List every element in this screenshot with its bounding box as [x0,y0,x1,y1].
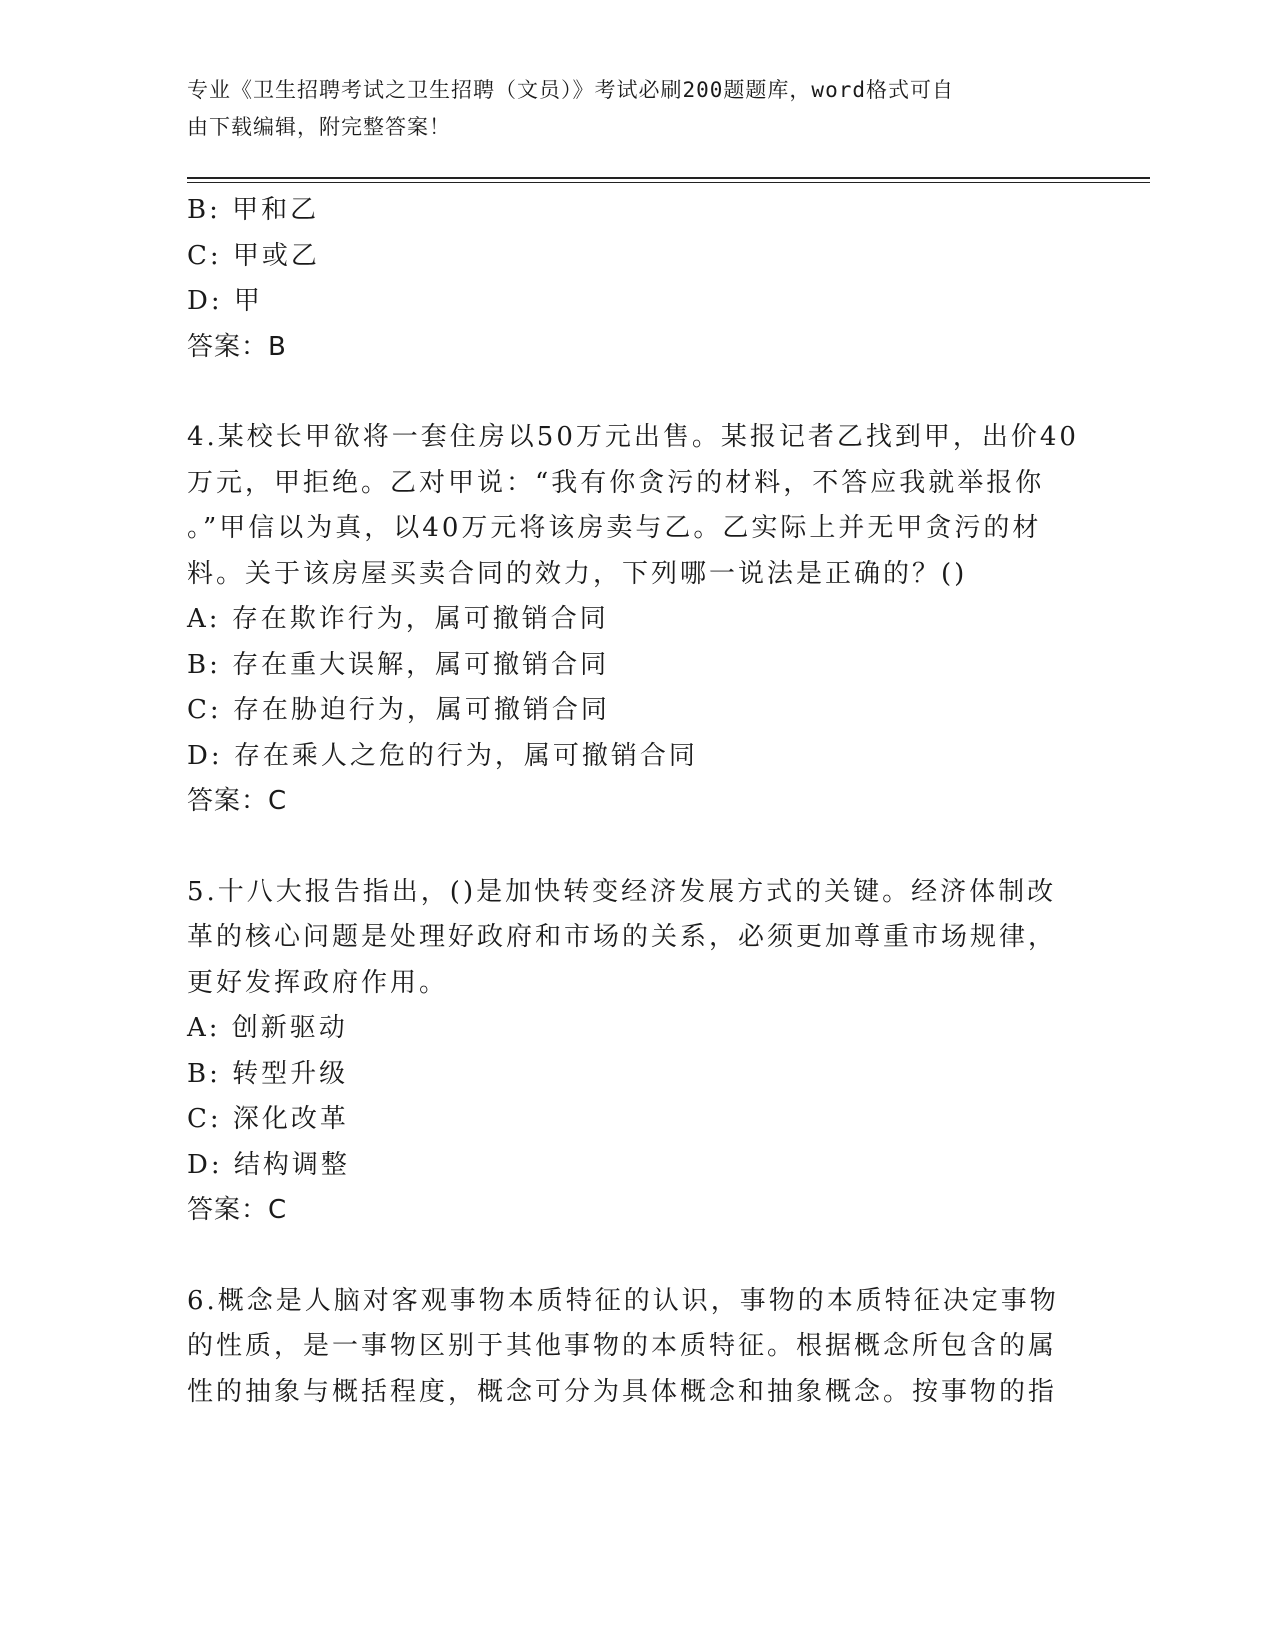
option-d: D: 甲 [187,286,263,316]
document-header [187,72,1067,146]
question-text-line: 6.概念是人脑对客观事物本质特征的认识，事物的本质特征决定事物 [187,1285,1059,1316]
option-d: D: 结构调整 [187,1149,350,1180]
question-text-line: 。”甲信以为真，以40万元将该房卖与乙。乙实际上并无甲贪污的材 [187,513,1042,543]
option-d: D: 存在乘人之危的行为，属可撤销合同 [187,740,698,771]
question-5 [187,870,1087,1234]
question-text-line: 万元，甲拒绝。乙对甲说：“我有你贪污的材料，不答应我就举报你 [187,467,1045,498]
option-a: A: 创新驱动 [187,1013,348,1043]
question-text-line: 性的抽象与概括程度，概念可分为具体概念和抽象概念。按事物的指 [187,1376,1058,1407]
header-line-1: 专业《卫生招聘考试之卫生招聘（文员）》考试必刷200题题库，word格式可自 [187,78,954,102]
document-body [187,188,1087,1415]
question-text-line: 更好发挥政府作用。 [187,967,449,998]
question-text-line: 革的核心问题是处理好政府和市场的关系，必须更加尊重市场规律， [187,922,1058,952]
question-4 [187,415,1087,825]
option-a: A: 存在欺诈行为，属可撤销合同 [187,604,609,634]
answer-line: 答案：C [187,786,288,816]
option-c: C: 甲或乙 [187,240,320,271]
header-divider-thick [187,177,1150,179]
question-text-line: 的性质，是一事物区别于其他事物的本质特征。根据概念所包含的属 [187,1331,1058,1361]
option-b: B: 甲和乙 [187,195,320,225]
spacer [187,1234,1087,1279]
question-6 [187,1279,1087,1416]
question-text-line: 料。关于该房屋买卖合同的效力，下列哪一说法是正确的？() [187,558,968,589]
option-c: C: 存在胁迫行为，属可撤销合同 [187,695,610,725]
option-b: B: 转型升级 [187,1058,349,1089]
question-text-line: 4.某校长甲欲将一套住房以50万元出售。某报记者乙找到甲，出价40 [187,422,1079,452]
answer-line: 答案：B [187,331,287,362]
question-text-line: 5.十八大报告指出，()是加快转变经济发展方式的关键。经济体制改 [187,876,1057,907]
answer-line: 答案：C [187,1195,288,1225]
spacer [187,825,1087,870]
header-line-2: 由下载编辑，附完整答案！ [187,115,451,139]
question-3-tail [187,188,1087,370]
header-divider-thin [187,182,1150,183]
option-c: C: 深化改革 [187,1104,349,1134]
spacer [187,370,1087,415]
option-b: B: 存在重大误解，属可撤销合同 [187,649,610,680]
